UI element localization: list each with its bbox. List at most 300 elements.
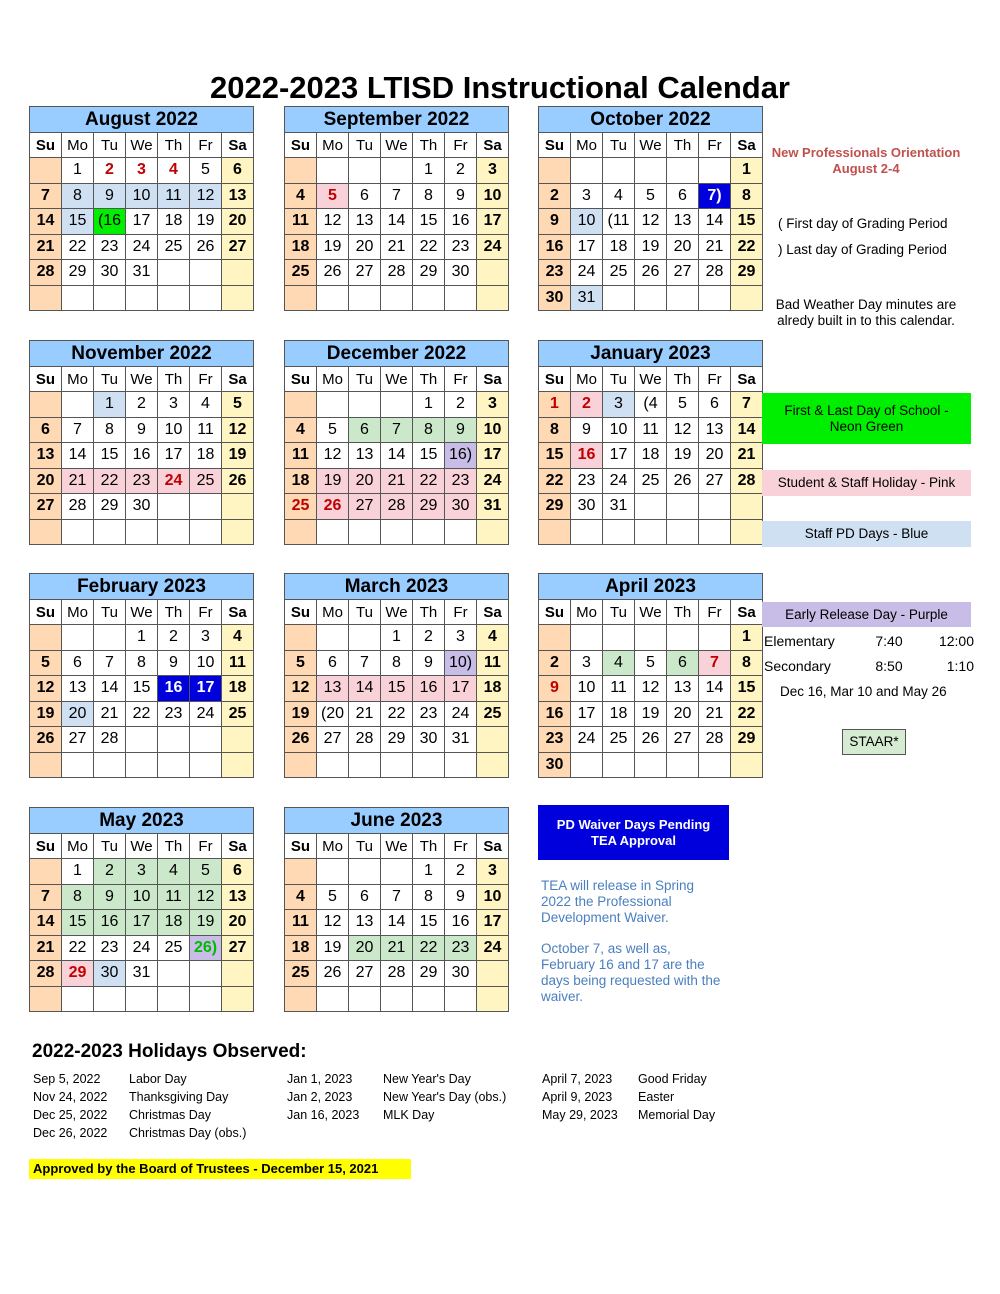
weekday-header: Su <box>285 600 317 625</box>
empty-day-cell <box>126 519 158 545</box>
day-cell: 31 <box>126 961 158 987</box>
bad-weather-line1: Bad Weather Day minutes are <box>775 297 957 312</box>
day-cell: 16 <box>158 676 190 702</box>
day-cell: 24 <box>445 701 477 727</box>
day-cell: 29 <box>94 494 126 520</box>
day-cell: 10 <box>126 183 158 209</box>
empty-day-cell <box>222 961 254 987</box>
day-cell: 18 <box>285 234 317 260</box>
times-start: 7:40 <box>875 633 903 649</box>
holidays-column-3 <box>542 1070 715 1124</box>
empty-day-cell <box>317 625 349 651</box>
day-cell: 12 <box>317 910 349 936</box>
week-row <box>539 209 763 235</box>
week-row <box>539 701 763 727</box>
empty-day-cell <box>635 752 667 778</box>
week-row <box>539 260 763 286</box>
weekday-header: Tu <box>349 133 381 158</box>
weekday-header: Th <box>413 600 445 625</box>
day-cell: 20 <box>222 910 254 936</box>
week-row <box>30 183 254 209</box>
day-cell: 9 <box>158 650 190 676</box>
weekday-header: Sa <box>222 834 254 859</box>
week-row <box>285 183 509 209</box>
day-cell: 26 <box>317 961 349 987</box>
empty-day-cell <box>349 752 381 778</box>
day-cell: 21 <box>94 701 126 727</box>
empty-day-cell <box>190 986 222 1012</box>
day-cell: 19 <box>190 910 222 936</box>
day-cell: 17 <box>603 443 635 469</box>
day-cell: 26 <box>222 468 254 494</box>
day-cell: 9 <box>539 209 571 235</box>
day-cell: 7 <box>30 884 62 910</box>
week-row <box>539 752 763 778</box>
day-cell: 10) <box>445 650 477 676</box>
day-cell: 4 <box>285 183 317 209</box>
day-cell: 27 <box>30 494 62 520</box>
empty-day-cell <box>190 285 222 311</box>
empty-day-cell <box>699 494 731 520</box>
empty-day-cell <box>731 285 763 311</box>
empty-day-cell <box>285 986 317 1012</box>
day-cell: 8 <box>62 183 94 209</box>
empty-day-cell <box>699 625 731 651</box>
day-cell: 27 <box>349 494 381 520</box>
day-cell: 20 <box>699 443 731 469</box>
day-cell: 21 <box>349 701 381 727</box>
day-cell: 17 <box>126 910 158 936</box>
day-cell: 5 <box>190 859 222 885</box>
day-cell: 25 <box>285 494 317 520</box>
holiday-row <box>287 1106 506 1124</box>
day-cell: 2 <box>539 650 571 676</box>
weekday-header: Sa <box>731 133 763 158</box>
weekday-header: Su <box>30 600 62 625</box>
holiday-name: Christmas Day (obs.) <box>129 1126 247 1140</box>
month-title: March 2023 <box>285 574 509 600</box>
day-cell: 3 <box>126 859 158 885</box>
empty-day-cell <box>222 986 254 1012</box>
week-row <box>30 209 254 235</box>
day-cell: 1 <box>731 158 763 184</box>
day-cell: 28 <box>349 727 381 753</box>
day-cell: 14 <box>731 417 763 443</box>
week-row <box>539 676 763 702</box>
waiver-paragraph-2 <box>541 941 720 1005</box>
week-row <box>539 234 763 260</box>
day-cell: 30 <box>445 260 477 286</box>
week-row <box>539 183 763 209</box>
day-cell: 31 <box>126 260 158 286</box>
day-cell: 25 <box>635 468 667 494</box>
waiver-line2: TEA Approval <box>591 833 676 848</box>
day-cell: 24 <box>477 468 509 494</box>
day-cell: 12 <box>317 443 349 469</box>
empty-day-cell <box>285 519 317 545</box>
day-cell: 9 <box>445 417 477 443</box>
day-cell: 9 <box>445 884 477 910</box>
day-cell: 29 <box>413 260 445 286</box>
day-cell: 13 <box>317 676 349 702</box>
day-cell: 8 <box>731 650 763 676</box>
day-cell: 13 <box>349 443 381 469</box>
weekday-header: Tu <box>349 834 381 859</box>
day-cell: (16 <box>94 209 126 235</box>
empty-day-cell <box>477 285 509 311</box>
day-cell: 21 <box>699 701 731 727</box>
empty-day-cell <box>62 625 94 651</box>
day-cell: 6 <box>699 392 731 418</box>
day-cell: 24 <box>477 935 509 961</box>
day-cell: 26 <box>635 727 667 753</box>
weekday-header: We <box>126 133 158 158</box>
day-cell: 18 <box>477 676 509 702</box>
times-level: Secondary <box>764 658 831 674</box>
orientation-line2: August 2-4 <box>832 161 900 176</box>
weekday-header: Th <box>413 133 445 158</box>
weekday-header: Mo <box>317 367 349 392</box>
page-title: 2022-2023 LTISD Instructional Calendar <box>209 70 790 105</box>
day-cell: 28 <box>699 260 731 286</box>
empty-day-cell <box>603 625 635 651</box>
week-row <box>285 752 509 778</box>
week-row <box>539 392 763 418</box>
empty-day-cell <box>667 285 699 311</box>
holiday-date: April 7, 2023 <box>542 1072 613 1086</box>
day-cell: 1 <box>539 392 571 418</box>
day-cell: 4 <box>158 158 190 184</box>
weekday-header: Fr <box>445 834 477 859</box>
week-row <box>30 468 254 494</box>
week-row <box>539 625 763 651</box>
day-cell: 7 <box>62 417 94 443</box>
empty-day-cell <box>190 519 222 545</box>
week-row <box>285 727 509 753</box>
day-cell: 17 <box>571 234 603 260</box>
empty-day-cell <box>381 986 413 1012</box>
week-row <box>30 260 254 286</box>
empty-day-cell <box>222 727 254 753</box>
day-cell: 22 <box>413 234 445 260</box>
empty-day-cell <box>285 158 317 184</box>
day-cell: 15 <box>126 676 158 702</box>
empty-day-cell <box>94 986 126 1012</box>
day-cell: 29 <box>381 727 413 753</box>
day-cell: 6 <box>349 183 381 209</box>
week-row <box>30 935 254 961</box>
month-calendar <box>29 807 254 1012</box>
day-cell: 25 <box>158 234 190 260</box>
day-cell: 4 <box>603 650 635 676</box>
empty-day-cell <box>317 285 349 311</box>
empty-day-cell <box>349 986 381 1012</box>
empty-day-cell <box>62 986 94 1012</box>
empty-day-cell <box>635 285 667 311</box>
day-cell: 30 <box>539 285 571 311</box>
empty-day-cell <box>317 986 349 1012</box>
day-cell: 1 <box>413 158 445 184</box>
day-cell: 28 <box>381 260 413 286</box>
day-cell: 8 <box>62 884 94 910</box>
empty-day-cell <box>94 625 126 651</box>
weekday-header: Sa <box>731 367 763 392</box>
empty-day-cell <box>635 625 667 651</box>
empty-day-cell <box>381 285 413 311</box>
week-row <box>539 417 763 443</box>
day-cell: 7 <box>381 884 413 910</box>
empty-day-cell <box>667 519 699 545</box>
weekday-header: Mo <box>571 133 603 158</box>
empty-day-cell <box>539 158 571 184</box>
day-cell: 7 <box>731 392 763 418</box>
weekday-header: Th <box>667 133 699 158</box>
day-cell: 1 <box>381 625 413 651</box>
week-row <box>285 260 509 286</box>
empty-day-cell <box>62 752 94 778</box>
weekday-header: Fr <box>445 133 477 158</box>
orientation-line1: New Professionals Orientation <box>771 145 961 160</box>
empty-day-cell <box>667 625 699 651</box>
day-cell: 20 <box>667 234 699 260</box>
weekday-header: We <box>381 834 413 859</box>
holiday-name: MLK Day <box>383 1108 435 1122</box>
day-cell: 6 <box>349 884 381 910</box>
last-grading-note: ) Last day of Grading Period <box>778 242 947 257</box>
day-cell: 26 <box>285 727 317 753</box>
empty-day-cell <box>667 752 699 778</box>
empty-day-cell <box>126 752 158 778</box>
waiver-paragraph-1 <box>541 878 694 926</box>
day-cell: 11 <box>285 443 317 469</box>
day-cell: 27 <box>222 935 254 961</box>
empty-day-cell <box>317 859 349 885</box>
empty-day-cell <box>158 961 190 987</box>
empty-day-cell <box>381 859 413 885</box>
weekday-header: Mo <box>62 834 94 859</box>
holiday-date: Dec 26, 2022 <box>33 1126 108 1140</box>
empty-day-cell <box>349 519 381 545</box>
day-cell: 14 <box>30 209 62 235</box>
weekday-header: Fr <box>190 600 222 625</box>
weekday-header: Mo <box>317 133 349 158</box>
holiday-row <box>33 1070 246 1088</box>
weekday-header: Mo <box>62 600 94 625</box>
day-cell: 4 <box>158 859 190 885</box>
day-cell: 29 <box>539 494 571 520</box>
day-cell: 18 <box>635 443 667 469</box>
week-row <box>30 859 254 885</box>
day-cell: 13 <box>667 676 699 702</box>
day-cell: 11 <box>477 650 509 676</box>
day-cell: 24 <box>126 935 158 961</box>
week-row <box>285 986 509 1012</box>
weekday-header: Tu <box>603 600 635 625</box>
day-cell: 13 <box>349 209 381 235</box>
day-cell: 19 <box>222 443 254 469</box>
day-cell: 11 <box>285 209 317 235</box>
day-cell: 27 <box>62 727 94 753</box>
empty-day-cell <box>635 519 667 545</box>
week-row <box>539 443 763 469</box>
day-cell: 17 <box>158 443 190 469</box>
day-cell: 9 <box>445 183 477 209</box>
month-calendar <box>284 106 509 311</box>
day-cell: 18 <box>222 676 254 702</box>
week-row <box>539 519 763 545</box>
holiday-row <box>542 1088 715 1106</box>
day-cell: 30 <box>539 752 571 778</box>
day-cell: 1 <box>731 625 763 651</box>
weekday-header: Th <box>158 367 190 392</box>
empty-day-cell <box>699 158 731 184</box>
day-cell: 23 <box>539 727 571 753</box>
day-cell: 8 <box>413 183 445 209</box>
holiday-name: Good Friday <box>638 1072 707 1086</box>
holiday-row <box>542 1070 715 1088</box>
first-grading-note: ( First day of Grading Period <box>778 216 948 231</box>
day-cell: 18 <box>603 701 635 727</box>
holiday-date: Jan 2, 2023 <box>287 1090 353 1104</box>
holiday-date: Jan 16, 2023 <box>287 1108 360 1122</box>
week-row <box>285 209 509 235</box>
day-cell: 3 <box>158 392 190 418</box>
empty-day-cell <box>349 859 381 885</box>
weekday-header: Fr <box>190 367 222 392</box>
holiday-name: Christmas Day <box>129 1108 211 1122</box>
week-row <box>539 650 763 676</box>
week-row <box>539 158 763 184</box>
legend-first-last-line1: First & Last Day of School - <box>784 403 949 418</box>
empty-day-cell <box>317 752 349 778</box>
day-cell: 12 <box>635 676 667 702</box>
day-cell: 3 <box>190 625 222 651</box>
empty-day-cell <box>62 519 94 545</box>
day-cell: 3 <box>477 158 509 184</box>
week-row <box>30 285 254 311</box>
day-cell: 1 <box>413 859 445 885</box>
day-cell: 12 <box>635 209 667 235</box>
day-cell: 25 <box>603 260 635 286</box>
day-cell: 11 <box>635 417 667 443</box>
weekday-header: Sa <box>731 600 763 625</box>
weekday-header: We <box>381 367 413 392</box>
week-row <box>30 884 254 910</box>
day-cell: 5 <box>285 650 317 676</box>
month-title: February 2023 <box>30 574 254 600</box>
weekday-header: Th <box>413 367 445 392</box>
day-cell: 12 <box>190 884 222 910</box>
day-cell: 2 <box>445 859 477 885</box>
day-cell: 8 <box>381 650 413 676</box>
week-row <box>30 650 254 676</box>
empty-day-cell <box>285 625 317 651</box>
weekday-header: Tu <box>603 133 635 158</box>
day-cell: 22 <box>539 468 571 494</box>
weekday-header: Su <box>285 834 317 859</box>
weekday-header: Tu <box>94 834 126 859</box>
holiday-row <box>287 1070 506 1088</box>
empty-day-cell <box>413 752 445 778</box>
day-cell: 29 <box>731 260 763 286</box>
day-cell: 28 <box>62 494 94 520</box>
holiday-date: Nov 24, 2022 <box>33 1090 108 1104</box>
holiday-row <box>287 1088 506 1106</box>
weekday-header: Tu <box>349 600 381 625</box>
week-row <box>30 443 254 469</box>
day-cell: 28 <box>30 260 62 286</box>
day-cell: (20 <box>317 701 349 727</box>
day-cell: 17 <box>445 676 477 702</box>
day-cell: 14 <box>381 910 413 936</box>
day-cell: 28 <box>731 468 763 494</box>
empty-day-cell <box>571 158 603 184</box>
day-cell: 2 <box>445 158 477 184</box>
day-cell: 30 <box>94 961 126 987</box>
empty-day-cell <box>477 961 509 987</box>
weekday-header: We <box>635 600 667 625</box>
day-cell: 26 <box>190 234 222 260</box>
week-row <box>30 910 254 936</box>
staar-badge: STAAR* <box>842 729 906 755</box>
holidays-column-2 <box>287 1070 506 1124</box>
month-calendar <box>538 106 763 311</box>
holiday-name: New Year's Day (obs.) <box>383 1090 507 1104</box>
weekday-header: Fr <box>445 600 477 625</box>
day-cell: 23 <box>413 701 445 727</box>
empty-day-cell <box>381 519 413 545</box>
empty-day-cell <box>285 752 317 778</box>
day-cell: 22 <box>126 701 158 727</box>
empty-day-cell <box>731 519 763 545</box>
day-cell: 31 <box>477 494 509 520</box>
day-cell: 29 <box>413 961 445 987</box>
empty-day-cell <box>158 519 190 545</box>
waiver-line1: PD Waiver Days Pending <box>556 817 711 832</box>
holiday-name: Easter <box>638 1090 675 1104</box>
day-cell: 13 <box>62 676 94 702</box>
day-cell: 21 <box>731 443 763 469</box>
day-cell: 17 <box>477 443 509 469</box>
day-cell: 21 <box>30 234 62 260</box>
legend-pd: Staff PD Days - Blue <box>762 521 971 547</box>
day-cell: 15 <box>731 209 763 235</box>
day-cell: 20 <box>667 701 699 727</box>
weekday-header: We <box>381 133 413 158</box>
week-row <box>539 727 763 753</box>
day-cell: 21 <box>62 468 94 494</box>
weekday-header: Th <box>158 133 190 158</box>
day-cell: 31 <box>571 285 603 311</box>
month-title: May 2023 <box>30 808 254 834</box>
day-cell: 18 <box>603 234 635 260</box>
day-cell: 22 <box>381 701 413 727</box>
empty-day-cell <box>126 727 158 753</box>
day-cell: 2 <box>94 158 126 184</box>
empty-day-cell <box>158 752 190 778</box>
weekday-header: Fr <box>190 133 222 158</box>
weekday-header: Tu <box>94 133 126 158</box>
empty-day-cell <box>413 285 445 311</box>
empty-day-cell <box>158 260 190 286</box>
waiver-p1-line: Development Waiver. <box>541 910 669 925</box>
day-cell: 11 <box>603 676 635 702</box>
day-cell: 2 <box>539 183 571 209</box>
week-row <box>30 961 254 987</box>
day-cell: 1 <box>94 392 126 418</box>
empty-day-cell <box>190 727 222 753</box>
day-cell: 13 <box>667 209 699 235</box>
